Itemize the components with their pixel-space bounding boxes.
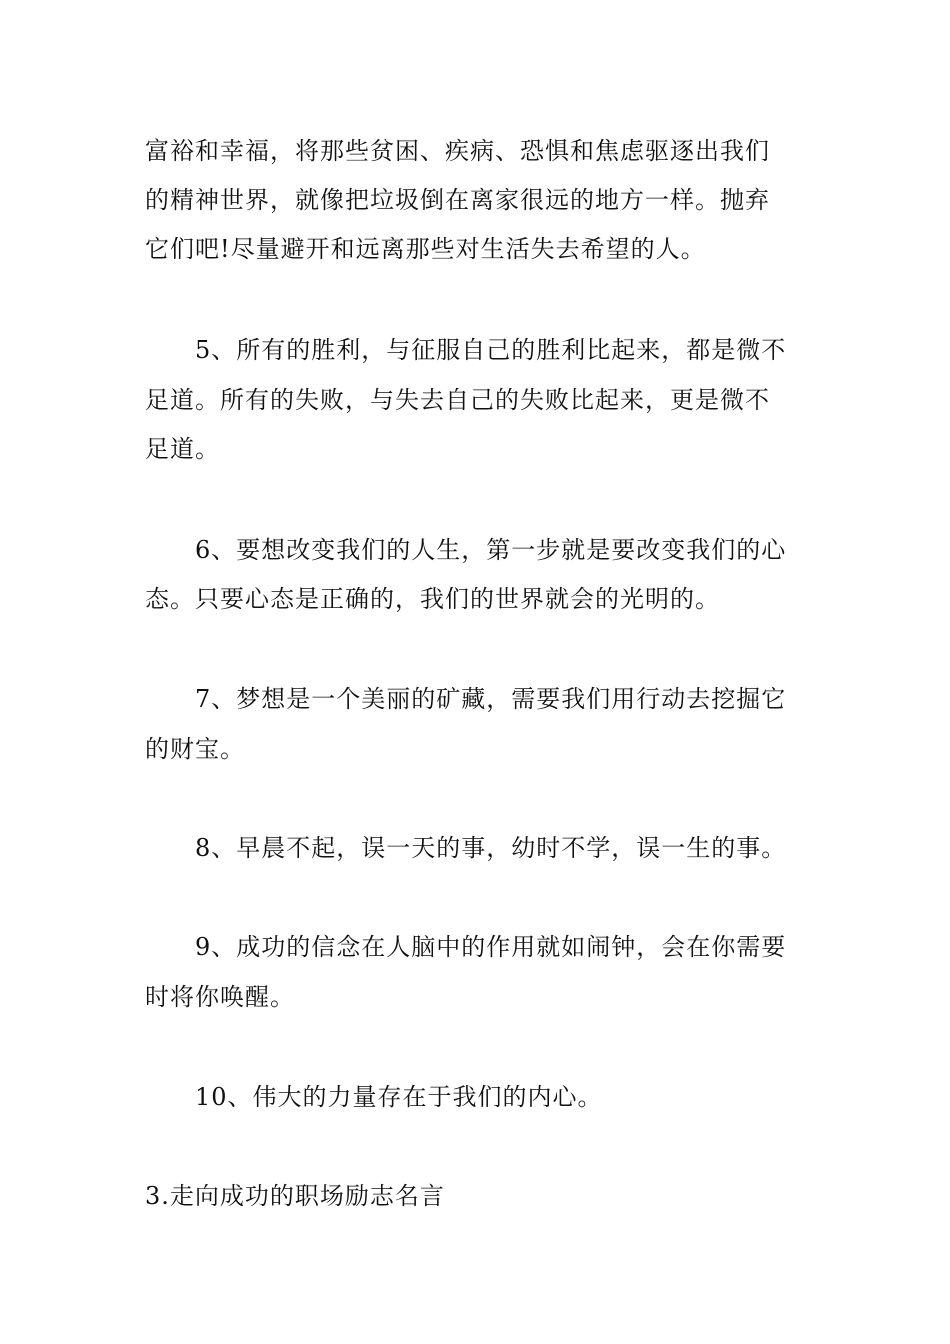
intro-line-2: 的精神世界，就像把垃圾倒在离家很远的地方一样。抛弃 <box>145 186 770 214</box>
quote-5-line-3: 足道。 <box>145 435 220 463</box>
section-heading: 3.走向成功的职场励志名言 <box>145 1182 445 1210</box>
quote-9-line-1: 9、成功的信念在人脑中的作用就如闹钟，会在你需要 <box>195 933 787 961</box>
quote-5-line-2: 足道。所有的失败，与失去自己的失败比起来，更是微不 <box>145 386 770 414</box>
quote-9-line-2: 时将你唤醒。 <box>145 983 295 1011</box>
quote-8-line-1: 8、早晨不起，误一天的事，幼时不学，误一生的事。 <box>195 834 787 862</box>
quote-6-line-2: 态。只要心态是正确的，我们的世界就会的光明的。 <box>145 585 720 613</box>
quote-6-line-1: 6、要想改变我们的人生，第一步就是要改变我们的心 <box>195 536 787 564</box>
quote-10-line-1: 10、伟大的力量存在于我们的内心。 <box>195 1083 603 1111</box>
quote-5-line-1: 5、所有的胜利，与征服自己的胜利比起来，都是微不 <box>195 336 787 364</box>
quote-7-line-1: 7、梦想是一个美丽的矿藏，需要我们用行动去挖掘它 <box>195 685 787 713</box>
intro-line-3: 它们吧!尽量避开和远离那些对生活失去希望的人。 <box>145 235 706 263</box>
quote-7-line-2: 的财宝。 <box>145 735 245 763</box>
intro-line-1: 富裕和幸福，将那些贫困、疾病、恐惧和焦虑驱逐出我们 <box>145 137 770 165</box>
